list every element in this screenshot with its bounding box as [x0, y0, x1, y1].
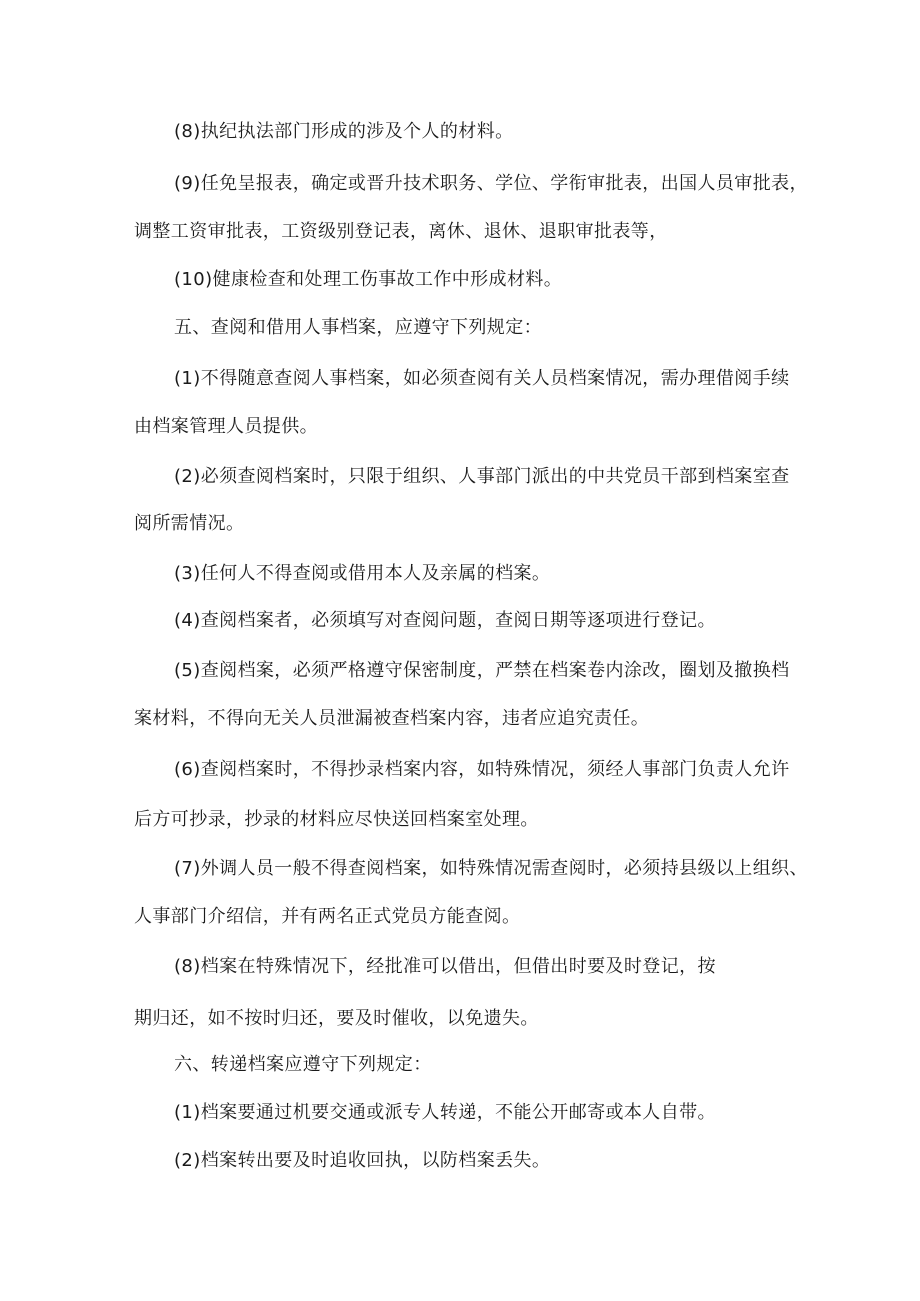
text-line: 由档案管理人员提供。 [134, 416, 318, 437]
text-line: 人事部门介绍信，并有两名正式党员方能查阅。 [134, 906, 521, 927]
text-line: (3)任何人不得查阅或借用本人及亲属的档案。 [174, 563, 551, 584]
text-line: (1)档案要通过机要交通或派专人转递，不能公开邮寄或本人自带。 [174, 1102, 716, 1123]
text-line: (6)查阅档案时，不得抄录档案内容，如特殊情况，须经人事部门负责人允许 [174, 759, 790, 780]
section-heading: 六、转递档案应遵守下列规定： [174, 1054, 432, 1075]
text-line: (2)档案转出要及时追收回执，以防档案丢失。 [174, 1150, 551, 1171]
text-line: (10)健康检查和处理工伤事故工作中形成材料。 [174, 269, 563, 290]
text-line: 期归还，如不按时归还，要及时催收，以免遗失。 [134, 1008, 539, 1029]
text-line: (5)查阅档案，必须严格遵守保密制度，严禁在档案卷内涂改，圈划及撤换档 [174, 660, 790, 681]
text-line: 阅所需情况。 [134, 513, 245, 534]
text-line: 案材料，不得向无关人员泄漏被查档案内容，违者应追究责任。 [134, 708, 650, 729]
text-line: 调整工资审批表，工资级别登记表，离休、退休、退职审批表等， [134, 221, 668, 242]
text-line: (7)外调人员一般不得查阅档案，如特殊情况需查阅时，必须持县级以上组织、 [174, 858, 808, 879]
text-line: (8)执纪执法部门形成的涉及个人的材料。 [174, 121, 514, 142]
text-line: (1)不得随意查阅人事档案，如必须查阅有关人员档案情况，需办理借阅手续 [174, 368, 790, 389]
text-line: (4)查阅档案者，必须填写对查阅问题，查阅日期等逐项进行登记。 [174, 610, 716, 631]
text-line: 后方可抄录，抄录的材料应尽快送回档案室处理。 [134, 809, 539, 830]
section-heading: 五、查阅和借用人事档案，应遵守下列规定： [174, 317, 542, 338]
text-line: (8)档案在特殊情况下，经批准可以借出，但借出时要及时登记，按 [174, 956, 716, 977]
text-line: (9)任免呈报表，确定或晋升技术职务、学位、学衔审批表，出国人员审批表， [174, 173, 808, 194]
text-line: (2)必须查阅档案时，只限于组织、人事部门派出的中共党员干部到档案室查 [174, 466, 790, 487]
